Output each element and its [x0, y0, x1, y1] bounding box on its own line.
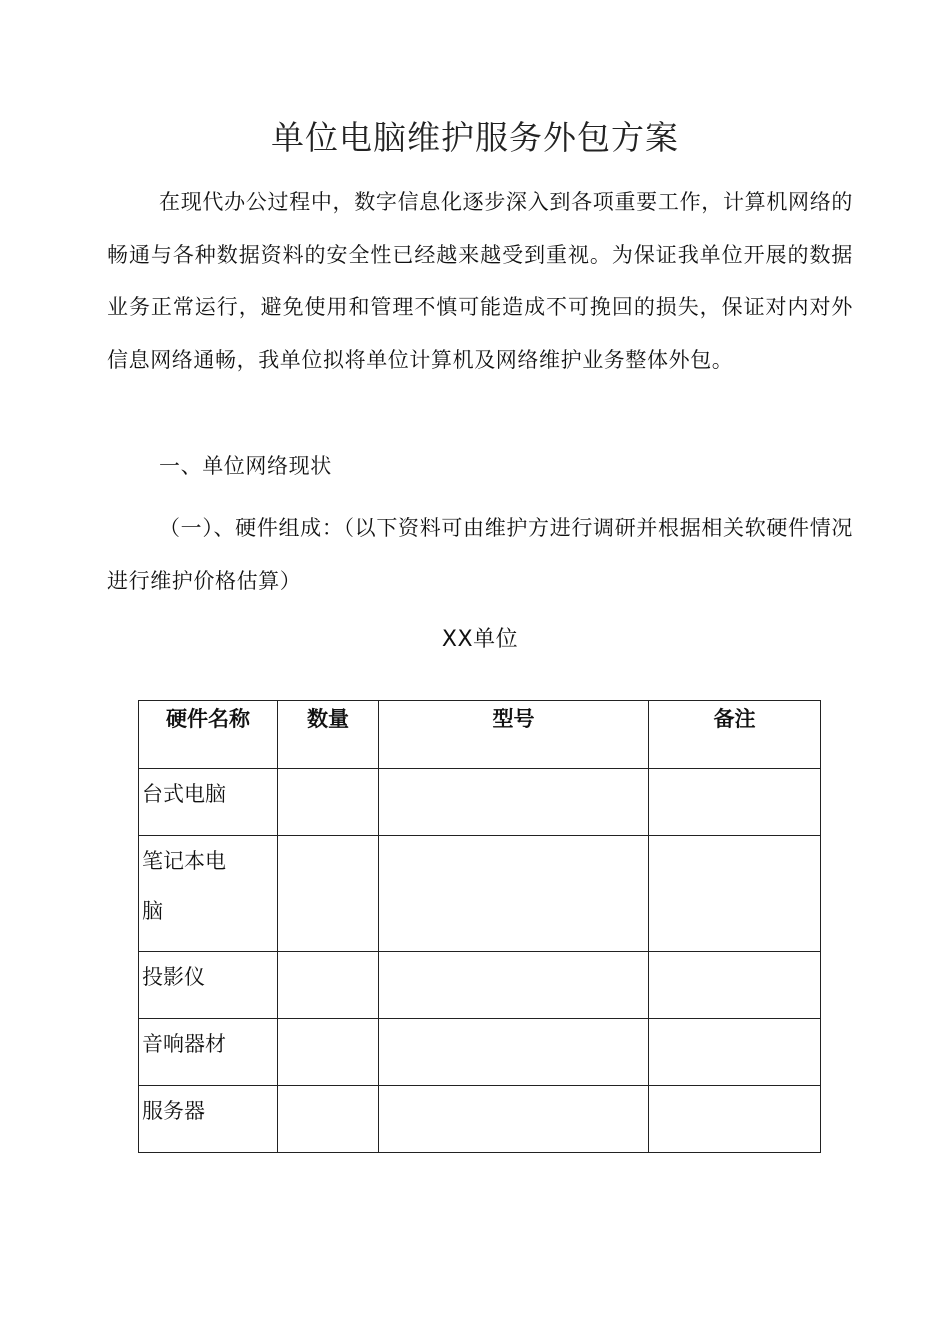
intro-paragraph: 在现代办公过程中，数字信息化逐步深入到各项重要工作，计算机网络的畅通与各种数据资料的安全性已经越来越受到重视。为保证我单位开展的数据业务正常运行，避免使用和管理不慎可能造成不可挽回的损失，保证对内对外信息网络通畅，我单位拟将单位计算机及网络维护业务整体外包。 [107, 190, 853, 372]
cell-quantity [278, 1086, 379, 1153]
table-row [139, 1019, 821, 1086]
section-heading: 一、单位网络现状 [159, 454, 332, 478]
subsection-paragraph: （一）、硬件组成：（以下资料可由维护方进行调研并根据相关软硬件情况进行维护价格估算） [107, 516, 853, 593]
cell-hardware-name: 笔记本电脑 [139, 836, 278, 952]
cell-hardware-name: 音响器材 [139, 1019, 278, 1086]
cell-hardware-name: 投影仪 [139, 952, 278, 1019]
table-header-row [139, 701, 821, 769]
cell-model [379, 952, 649, 1019]
cell-note [649, 769, 821, 836]
cell-model [379, 836, 649, 952]
cell-note [649, 952, 821, 1019]
hardware-table [138, 700, 821, 1153]
cell-hardware-name: 服务器 [139, 1086, 278, 1153]
cell-note [649, 1086, 821, 1153]
table-caption: XX单位 [441, 627, 519, 652]
cell-note [649, 836, 821, 952]
header-quantity: 数量 [278, 701, 379, 769]
document-title: 单位电脑维护服务外包方案 [271, 118, 679, 157]
table-row [139, 952, 821, 1019]
cell-note [649, 1019, 821, 1086]
header-hardware-name: 硬件名称 [139, 701, 278, 769]
cell-model [379, 1086, 649, 1153]
header-note: 备注 [649, 701, 821, 769]
cell-hardware-name: 台式电脑 [139, 769, 278, 836]
cell-model [379, 1019, 649, 1086]
table-row [139, 1086, 821, 1153]
cell-quantity [278, 952, 379, 1019]
cell-quantity [278, 1019, 379, 1086]
cell-quantity [278, 769, 379, 836]
table-row [139, 836, 821, 952]
header-model: 型号 [379, 701, 649, 769]
table-row [139, 769, 821, 836]
cell-quantity [278, 836, 379, 952]
cell-model [379, 769, 649, 836]
